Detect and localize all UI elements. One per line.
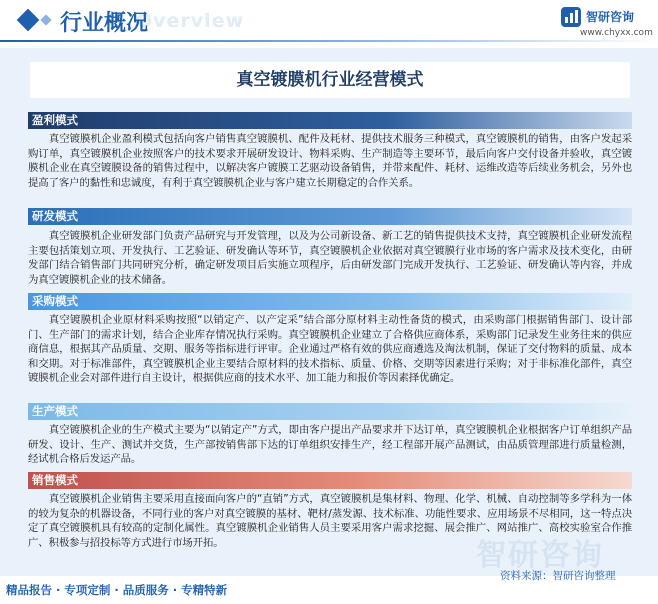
header-title-shadow: Overview <box>136 10 245 32</box>
section-text-rd: 真空镀膜机企业研发部门负责产品研究与开发管理，以及为公司新设备、新工艺的销售提供技术支持，真空镀膜机企业研发流程主要包括策划立项、开发执行、工艺验证、研发确认等环节，真空镀膜机企业依据对真空镀膜行业市场的客户需求及技术变化，由研发部门结合销售部门共同研究分析，确定研发项目后实施立项程序，后由研发部门完成开发执行、工艺验证、研发确认等内容，并成为真空镀膜机企业的技术储备。 <box>28 230 632 286</box>
page-footer <box>0 570 658 604</box>
footer-source: 资料来源：智研咨询整理 <box>500 570 616 582</box>
small-diamond-icon <box>40 14 51 25</box>
section-heading-sales: 销售模式 <box>28 472 632 489</box>
section-heading-rd: 研发模式 <box>28 208 632 225</box>
section-heading-production: 生产模式 <box>28 403 632 420</box>
section-heading-profit: 盈利模式 <box>28 112 632 129</box>
page-title: 真空镀膜机行业经营模式 <box>30 62 630 98</box>
section-text-profit: 真空镀膜机企业盈利模式包括向客户销售真空镀膜机、配件及耗材、提供技术服务三种模式，真空镀膜机的销售，由客户发起采购订单，真空镀膜机企业按照客户的技术要求开展研发设计、物料采购、生产制造等主要环节，最后向客户交付设备并验收，真空镀膜机企业在真空镀膜设备的销售过程中，以解决客户镀膜工艺驱动设备销售，并带来配件、耗材、运维改造等后续业务机会，另外也提高了客户的黏性和忠诚度，有利于真空镀膜机企业与客户建立长期稳定的合作关系。 <box>28 133 632 189</box>
section-heading-purchase: 采购模式 <box>28 293 632 310</box>
footer-slogan: 精品报告 · 专项定制 · 品质服务 · 专精特新 <box>6 583 228 597</box>
header-title: 行业概况 <box>60 11 149 36</box>
logo-icon <box>560 6 582 28</box>
brand-logo <box>560 6 655 40</box>
logo-url: www.chyxx.com <box>580 28 653 38</box>
header-underline <box>0 40 658 42</box>
logo-name: 智研咨询 <box>586 10 635 24</box>
diamond-icon <box>17 9 40 32</box>
section-text-sales: 真空镀膜机企业销售主要采用直接面向客户的“直销”方式，真空镀膜机是集材料、物理、化学、机械、自动控制等多学科为一体的较为复杂的机器设备，不同行业的客户对真空镀膜的基材、靶材/蒸发源、技术标准、功能性要求、应用场景不尽相同，这一特点决定了真空镀膜机具有较高的定制化属性。真空镀膜机企业销售人员主要采用客户需求挖掘、展会推广、网站推广、高校实验室合作推广、积极参与招投标等方式进行市场开拓。 <box>28 493 632 549</box>
watermark: 智研咨询 <box>476 538 604 573</box>
section-text-purchase: 真空镀膜机企业原材料采购按照“以销定产、以产定采”结合部分原材料主动性备货的模式，由采购部门根据销售部门、设计部门、生产部门的需求计划，结合企业库存情况执行采购。真空镀膜机企业建立了合格供应商体系，采购部门记录发生业务往来的供应商信息，根据其产品质量、交期、服务等指标进行评审。企业通过严格有效的供应商遴选及淘汰机制，保证了交付物料的质量、成本和交期。对于标准部件，真空镀膜机企业主要结合原材料的技术指标、质量、价格、交期等因素进行采购；对于非标准化部件，真空镀膜机企业会对部件进行自主设计，根据供应商的技术水平、加工能力和报价等因素择优确定。 <box>28 314 632 385</box>
section-text-production: 真空镀膜机企业的生产模式主要为“以销定产”方式，即由客户提出产品要求并下达订单，真空镀膜机企业根据客户订单组织产品研发、设计、生产、测试并交货，生产部按销售部下达的订单组织安排生产，经工程部开展产品测试，由品质管理部进行质量检测，经试机合格后发运产品。 <box>28 424 632 466</box>
